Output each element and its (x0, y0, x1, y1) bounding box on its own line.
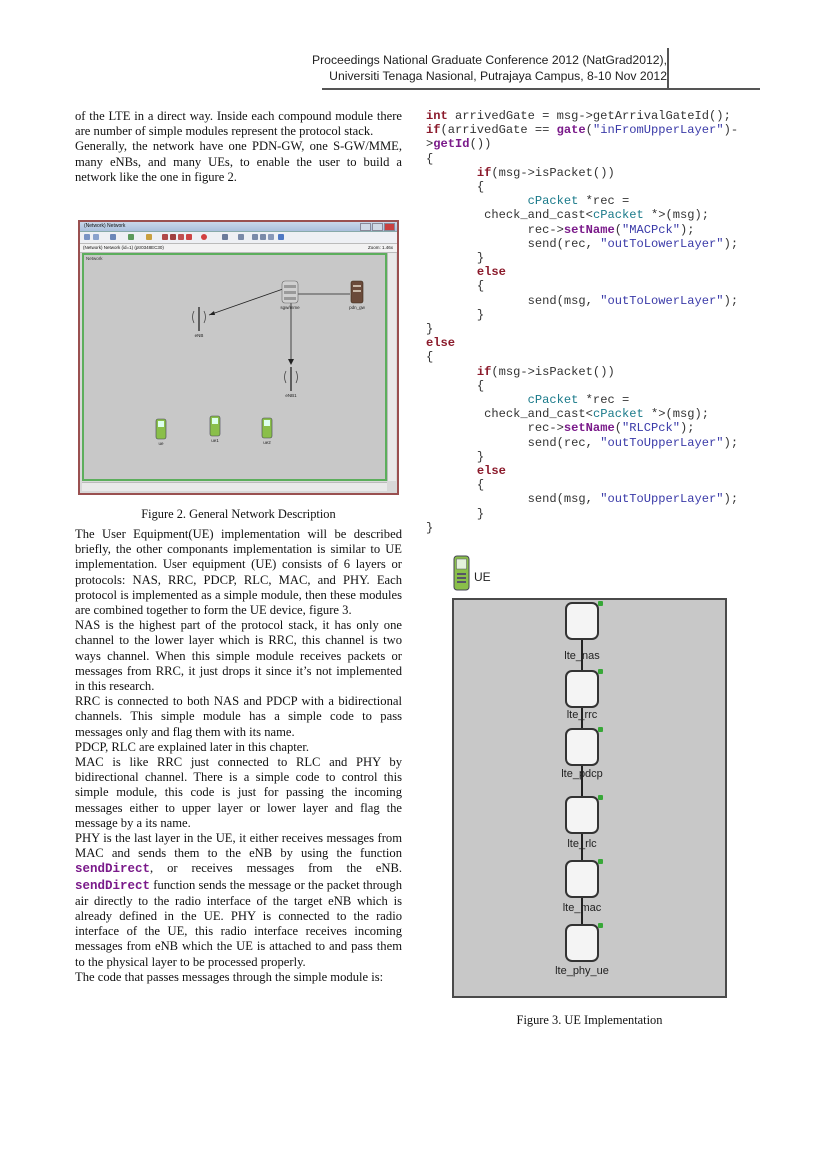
node-label: ue1 (211, 438, 219, 443)
code-keyword: if (426, 123, 441, 138)
toolbar-icon (84, 234, 90, 240)
toolbar-icon (268, 234, 274, 240)
minimize-icon (360, 223, 371, 231)
code-text: (msg->isPacket()) (491, 165, 615, 180)
paragraph (75, 831, 402, 970)
code-text: { (476, 378, 485, 393)
code-keyword: else (426, 336, 456, 351)
code-keyword: else (476, 265, 506, 280)
module-gate-marker (598, 923, 603, 928)
left-column-intro (75, 109, 402, 185)
function-name: sendDirect (75, 862, 151, 877)
code-string: "outToUpperLayer" (600, 492, 724, 507)
figure-3-caption: Figure 3. UE Implementation (516, 1013, 663, 1027)
antenna-icon (285, 367, 298, 391)
horizontal-scrollbar (82, 482, 387, 491)
gateway-icon (351, 281, 363, 303)
code-text: check_and_cast< (476, 407, 593, 422)
code-keyword: else (476, 464, 506, 479)
paragraph: NAS is the highest part of the protocol stack, it has only one channel to the lower layer which is RRC, this channel is two ways channel. When this simple module receives packets or messages from RRC, it just drops it since it’s not implemented in this research. (75, 618, 402, 694)
code-string: "inFromUpperLayer" (592, 123, 724, 138)
code-text: send(rec, (527, 435, 601, 450)
code-text: } (476, 449, 485, 464)
node-label: pdn_gw (349, 305, 365, 310)
toolbar-icon (178, 234, 184, 240)
maximize-icon (372, 223, 383, 231)
code-string: "outToLowerLayer" (600, 236, 724, 251)
left-column-body (75, 527, 402, 985)
code-keyword: if (476, 364, 492, 379)
node-label: ue (158, 441, 164, 446)
code-text: { (426, 350, 434, 365)
code-text: { (476, 279, 485, 294)
module-gate-marker (598, 727, 603, 732)
toolbar-icon (252, 234, 258, 240)
paragraph: RRC is connected to both NAS and PDCP with a bidirectional channels. This simple module has a simple code to pass messages only and flag them with its name. (75, 694, 402, 739)
figure-3-ue-diagram (452, 598, 727, 998)
node-label: eNB (194, 333, 204, 338)
paragraph: of the LTE in a direct way. Inside each compound module there are number of simple modules represent the protocol stack. (75, 109, 402, 139)
paragraph: The code that passes messages through the simple module is: (75, 969, 384, 984)
module-box (565, 860, 599, 898)
module-gate-marker (598, 795, 603, 800)
code-text: } (426, 520, 434, 535)
figure-2-caption: Figure 2. General Network Description (141, 507, 336, 521)
code-text: ( (614, 421, 622, 436)
code-text: > (426, 137, 434, 152)
code-text: } (476, 506, 485, 521)
text-run: function sends the message or the packet through air directly to the radio interface of the target eNB which is already defined in the UE. PHY is connected to the radio interface of the UE, this radio interface receives incoming messages from eNB which the UE is attached to and pass them to the physical layer to be processed properly. (75, 877, 402, 969)
code-type: cPacket (592, 208, 644, 223)
module-label: lte_mac (562, 902, 602, 914)
code-text: rec-> (527, 421, 564, 436)
canvas-label: Network (86, 256, 103, 261)
code-text: } (426, 322, 434, 337)
code-type: cPacket (527, 194, 579, 209)
window-pathbar (80, 244, 397, 253)
code-type: cPacket (527, 393, 579, 408)
code-text: (msg->isPacket()) (491, 364, 615, 379)
code-text: *rec = (578, 194, 630, 209)
code-type: cPacket (592, 407, 644, 422)
code-text: { (476, 478, 485, 493)
node-label: sgw/mme (280, 305, 300, 310)
stop-icon (201, 234, 207, 240)
toolbar-icon (110, 234, 116, 240)
header-divider-horizontal (322, 88, 760, 90)
code-text: (arrivedGate == (440, 123, 557, 138)
paragraph: The User Equipment(UE) implementation will be described briefly, the other componants implementation is similar to UE implementation. User equipment (UE) consists of 6 layers or protocols: NAS, RRC, PDCP, RLC, MAC, and PHY. Each protocol is implemented as a simple module, then these modules are combined together to form the UE device, figure 3. (75, 527, 402, 618)
code-text: )- (723, 123, 739, 138)
antenna-icon (193, 307, 206, 331)
phone-icon (156, 419, 166, 439)
paragraph: PDCP, RLC are explained later in this chapter. (75, 739, 309, 754)
module-label: lte_phy_ue (555, 965, 609, 977)
code-text: ); (723, 293, 739, 308)
network-canvas (82, 253, 387, 481)
code-text: ); (680, 421, 695, 436)
code-function: setName (563, 421, 615, 436)
code-text: ); (680, 222, 695, 237)
header-line-1: Proceedings National Graduate Conference 2012 (NatGrad2012), (311, 53, 667, 67)
toolbar-icon (162, 234, 168, 240)
code-text: *>(msg); (643, 208, 710, 223)
module-label: lte_rlc (567, 838, 597, 850)
server-icon (282, 281, 298, 303)
path-text: (Network) Network (id=1) (ptr0348EC30) (83, 245, 164, 250)
node-label: ue2 (263, 440, 271, 445)
code-text: { (426, 151, 434, 166)
header-divider-vertical (667, 48, 669, 88)
code-function: gate (556, 123, 586, 138)
toolbar-icon (238, 234, 244, 240)
module-box (565, 728, 599, 766)
code-keyword: if (476, 165, 492, 180)
module-box (565, 796, 599, 834)
code-text: send(rec, (527, 236, 601, 251)
link-sgw-enb0 (209, 289, 283, 315)
code-listing (426, 109, 786, 535)
toolbar-icon (278, 234, 284, 240)
phone-icon (452, 554, 472, 594)
module-box (565, 924, 599, 962)
module-label: lte_nas (564, 650, 600, 662)
code-text: rec-> (527, 222, 564, 237)
toolbar-icon (93, 234, 99, 240)
code-text: ); (723, 236, 739, 251)
code-text: ); (723, 492, 739, 507)
code-string: "RLCPck" (621, 421, 681, 436)
module-gate-marker (598, 859, 603, 864)
network-diagram (84, 255, 387, 478)
module-gate-marker (598, 601, 603, 606)
close-icon (384, 223, 395, 231)
code-text: send(msg, (527, 293, 601, 308)
module-box (565, 670, 599, 708)
code-text: send(msg, (527, 492, 601, 507)
module-label: lte_pdcp (561, 768, 603, 780)
code-function: setName (563, 222, 615, 237)
code-text: *>(msg); (643, 407, 710, 422)
module-box (565, 602, 599, 640)
text-run: PHY is the last layer in the UE, it either receives messages from MAC and sends them to the eNB by using the function (75, 831, 402, 861)
text-run: , or receives messages from the eNB. (150, 861, 402, 876)
conference-header (312, 52, 667, 84)
code-text: ( (585, 123, 593, 138)
module-gate-marker (598, 669, 603, 674)
toolbar-icon (222, 234, 228, 240)
code-text: { (476, 180, 485, 195)
header-line-2: Universiti Tenaga Nasional, Putrajaya Campus, 8-10 Nov 2012 (329, 69, 667, 83)
phone-icon (262, 418, 272, 438)
code-string: "outToUpperLayer" (600, 435, 724, 450)
toolbar-icon (186, 234, 192, 240)
toolbar-icon (128, 234, 134, 240)
window-titlebar (80, 222, 397, 232)
arrow-head (209, 311, 215, 315)
code-text: ( (614, 222, 622, 237)
code-text: ()) (469, 137, 492, 152)
module-label: lte_rrc (566, 709, 598, 721)
function-name: sendDirect (75, 878, 151, 893)
paragraph: MAC is like RRC just connected to RLC and PHY by bidirectional channel. There is a simple code to control this simple module, this code is just for passing the incoming messages either to upper layer or lower layer and flag the message by a its name. (75, 755, 402, 830)
code-text: ); (723, 435, 739, 450)
code-string: "MACPck" (621, 222, 681, 237)
window-title: (Network) Network (84, 223, 126, 229)
phone-icon (210, 416, 220, 436)
code-text: } (476, 307, 485, 322)
window-toolbar (80, 232, 397, 244)
code-text: arrivedGate = msg->getArrivalGateId(); (447, 109, 731, 123)
code-function: getId (433, 137, 470, 152)
code-text: } (476, 251, 485, 266)
code-string: "outToLowerLayer" (600, 293, 724, 308)
node-label: eNB1 (285, 393, 297, 398)
vertical-scrollbar (387, 253, 396, 481)
paragraph: Generally, the network have one PDN-GW, one S-GW/MME, many eNBs, and many UEs, to enable the user to build a network like the one in figure 2. (75, 139, 402, 184)
figure-3-title: UE (474, 570, 491, 584)
zoom-text: Zoom: 1.46x (367, 245, 393, 250)
code-text: *rec = (578, 393, 630, 408)
code-text: check_and_cast< (476, 208, 593, 223)
arrow-head (288, 359, 294, 365)
toolbar-icon (170, 234, 176, 240)
figure-2-network-screenshot (78, 220, 399, 495)
code-keyword: int (426, 109, 448, 123)
toolbar-icon (146, 234, 152, 240)
toolbar-icon (260, 234, 266, 240)
